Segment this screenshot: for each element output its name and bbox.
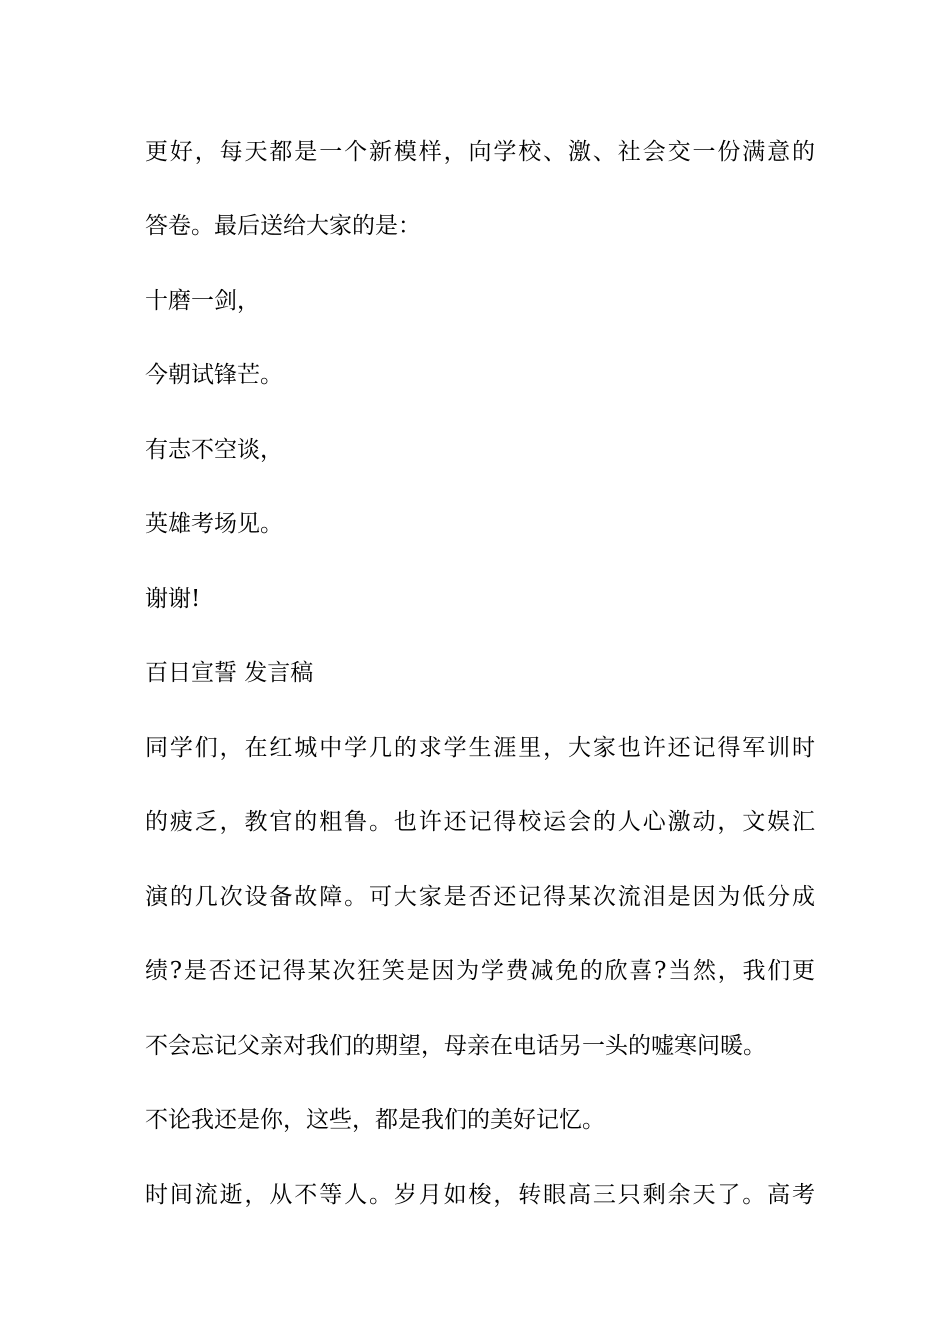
paragraph-line: 时间流逝，从不等人。岁月如梭，转眼高三只剩余天了。高考 xyxy=(145,1182,815,1208)
paragraph-line: 答卷。最后送给大家的是： xyxy=(145,213,421,239)
paragraph-line: 演的几次设备故障。可大家是否还记得某次流泪是因为低分成 xyxy=(145,884,815,910)
paragraph-line: 更好，每天都是一个新模样，向学校、激、社会交一份满意的 xyxy=(145,139,815,165)
paragraph-line: 不论我还是你，这些，都是我们的美好记忆。 xyxy=(145,1107,605,1133)
poem-line: 今朝试锋芒。 xyxy=(145,362,283,388)
paragraph-line: 不会忘记父亲对我们的期望，母亲在电话另一头的嘘寒问暖。 xyxy=(145,1033,766,1059)
poem-line: 十磨一剑， xyxy=(145,288,260,314)
closing-line: 谢谢! xyxy=(145,586,201,612)
poem-line: 英雄考场见。 xyxy=(145,511,283,537)
section-title: 百日宣誓 发言稿 xyxy=(145,660,314,686)
poem-line: 有志不空谈， xyxy=(145,437,283,463)
paragraph-line: 同学们，在红城中学几的求学生涯里，大家也许还记得军训时 xyxy=(145,735,815,761)
paragraph-line: 的疲乏，教官的粗鲁。也许还记得校运会的人心激动，文娱汇 xyxy=(145,809,815,835)
paragraph-line: 绩?是否还记得某次狂笑是因为学费减免的欣喜?当然，我们更 xyxy=(145,958,815,984)
